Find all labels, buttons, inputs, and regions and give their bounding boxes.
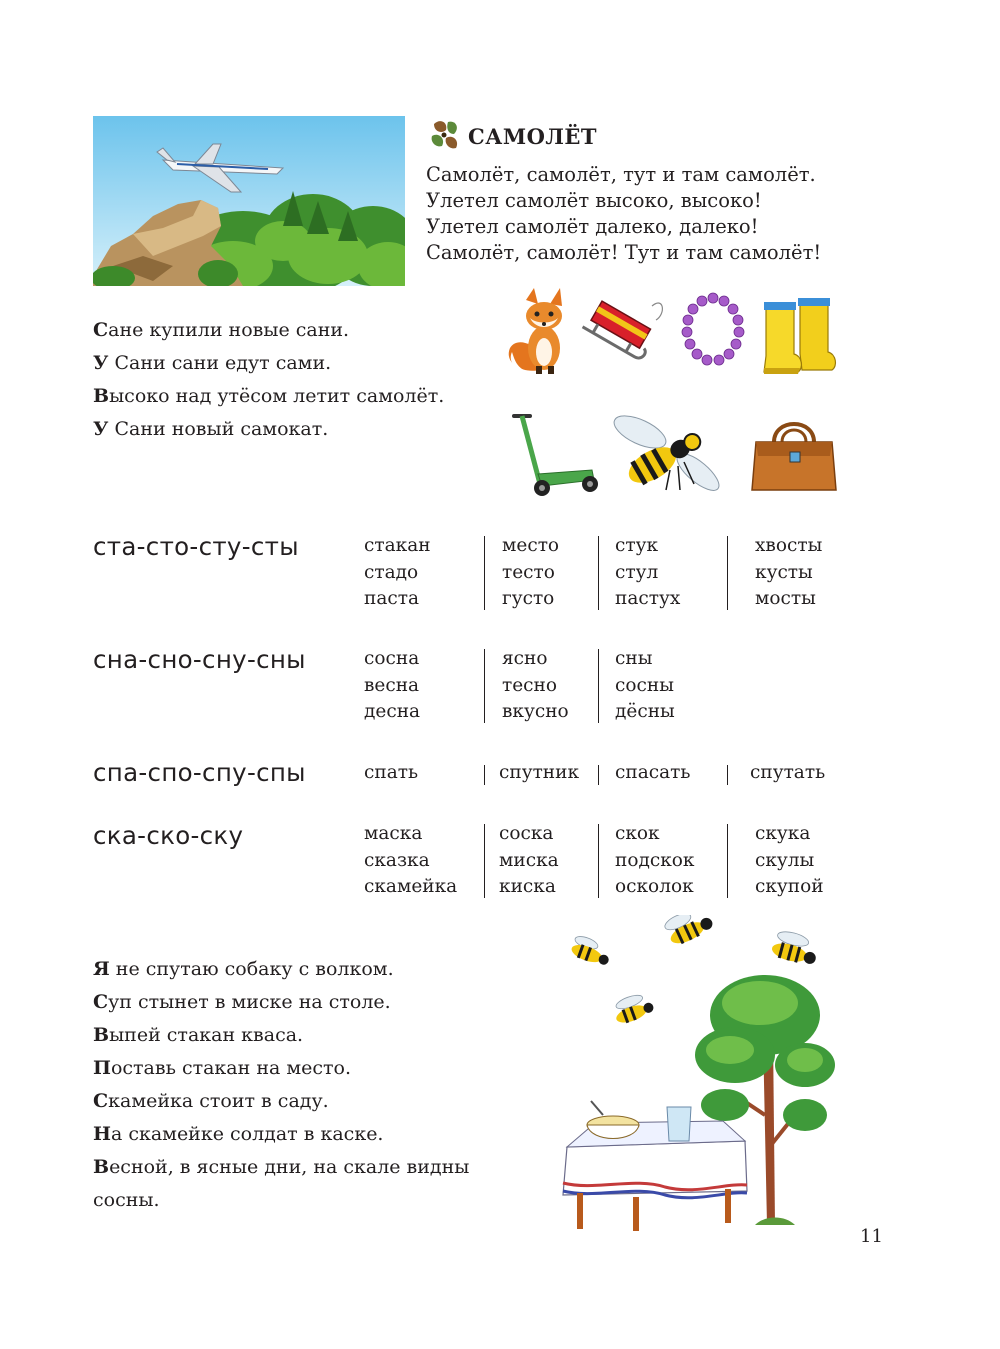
fox-illustration bbox=[500, 282, 576, 378]
wasp-icon bbox=[611, 990, 656, 1026]
word: стул bbox=[615, 561, 659, 583]
word: маска bbox=[364, 823, 423, 844]
poem-line: Улетел самолёт высоко, высоко! bbox=[426, 189, 762, 212]
sentence: На скамейке солдат в каске. bbox=[93, 1123, 384, 1145]
word-column bbox=[364, 821, 457, 901]
word: стук bbox=[615, 535, 659, 556]
sentences-bottom bbox=[93, 953, 469, 1217]
word: паста bbox=[364, 588, 419, 609]
rubber-boots-illustration bbox=[758, 294, 840, 376]
word: подскок bbox=[615, 849, 695, 871]
word: спутник bbox=[499, 762, 580, 783]
column-divider bbox=[727, 765, 728, 785]
sentence: Поставь стакан на место. bbox=[93, 1057, 352, 1079]
column-divider bbox=[598, 765, 599, 785]
word: кусты bbox=[755, 561, 813, 583]
sentence: Суп стынет в миске на столе. bbox=[93, 991, 391, 1013]
beads-illustration bbox=[678, 290, 748, 370]
word: скамейка bbox=[364, 876, 458, 897]
column-divider bbox=[484, 649, 485, 723]
word: густо bbox=[502, 588, 555, 609]
word-column bbox=[364, 646, 420, 726]
poem-line: Улетел самолёт далеко, далеко! bbox=[426, 215, 759, 238]
word: вкусно bbox=[502, 701, 569, 722]
word-column bbox=[502, 646, 569, 726]
poem-title: САМОЛЁТ bbox=[468, 124, 598, 149]
word: сосна bbox=[364, 648, 420, 669]
word: сказка bbox=[364, 849, 430, 871]
column-divider bbox=[484, 765, 485, 785]
word: скулы bbox=[755, 849, 815, 871]
sentence: Весной, в ясные дни, на скале видны bbox=[93, 1156, 470, 1178]
syllable-group-label: спа-спо-спу-спы bbox=[93, 758, 306, 787]
column-divider bbox=[598, 649, 599, 723]
sentence: У Сани новый самокат. bbox=[93, 418, 329, 440]
word: скука bbox=[755, 823, 811, 844]
column-divider bbox=[598, 536, 599, 610]
word: хвосты bbox=[755, 535, 823, 556]
scooter-illustration bbox=[508, 408, 604, 500]
poem-line: Самолёт, самолёт! Тут и там самолёт! bbox=[426, 241, 822, 264]
word: спать bbox=[364, 762, 419, 783]
word: спасать bbox=[615, 762, 691, 783]
word: стадо bbox=[364, 561, 419, 583]
syllable-group-label: сна-сно-сну-сны bbox=[93, 645, 306, 674]
sentence: Сане купили новые сани. bbox=[93, 319, 350, 341]
word: соска bbox=[499, 823, 554, 844]
handbag-illustration bbox=[748, 412, 840, 494]
sled-illustration bbox=[580, 290, 666, 372]
word: сны bbox=[615, 648, 653, 669]
column-divider bbox=[598, 824, 599, 898]
column-divider bbox=[484, 536, 485, 610]
sentence: Скамейка стоит в саду. bbox=[93, 1090, 329, 1112]
word: пастух bbox=[615, 588, 681, 609]
sentence: У Сани сани едут сами. bbox=[93, 352, 332, 374]
word: осколок bbox=[615, 876, 694, 897]
syllable-group-label: ска-ско-ску bbox=[93, 821, 244, 850]
word: сосны bbox=[615, 674, 674, 696]
sentence: Я не спутаю собаку с волком. bbox=[93, 958, 394, 980]
poem-line: Самолёт, самолёт, тут и там самолёт. bbox=[426, 163, 816, 186]
word: весна bbox=[364, 674, 420, 696]
word: стакан bbox=[364, 535, 431, 556]
word-column bbox=[364, 533, 431, 613]
sentence: сосны. bbox=[93, 1189, 160, 1211]
word: скок bbox=[615, 823, 660, 844]
airplane-mountain-illustration bbox=[93, 116, 405, 286]
wasp-icon bbox=[569, 934, 613, 968]
column-divider bbox=[484, 824, 485, 898]
wasp-illustration bbox=[610, 410, 726, 500]
column-divider bbox=[727, 824, 728, 898]
word: десна bbox=[364, 701, 421, 722]
wasps-table-tree-illustration bbox=[555, 915, 845, 1235]
word-column bbox=[499, 821, 559, 901]
column-divider bbox=[727, 536, 728, 610]
word-column bbox=[502, 533, 559, 613]
word-column bbox=[364, 760, 418, 787]
word-column bbox=[615, 533, 680, 613]
sentences-top bbox=[93, 314, 444, 446]
sentence: Выпей стакан кваса. bbox=[93, 1024, 304, 1046]
wasp-icon bbox=[663, 915, 716, 948]
word: скупой bbox=[755, 876, 824, 897]
word: мосты bbox=[755, 588, 816, 609]
word: ясно bbox=[502, 648, 548, 669]
word: миска bbox=[499, 849, 559, 871]
page-number: 11 bbox=[860, 1226, 883, 1247]
word-column bbox=[615, 760, 690, 787]
word: спутать bbox=[750, 762, 826, 783]
poem-text bbox=[426, 162, 821, 266]
wasp-icon bbox=[770, 929, 821, 968]
word-column bbox=[615, 821, 694, 901]
word: киска bbox=[499, 876, 556, 897]
syllable-group-label: ста-сто-сту-сты bbox=[93, 532, 299, 561]
word: тесто bbox=[502, 561, 555, 583]
word-column bbox=[615, 646, 675, 726]
word-column bbox=[750, 760, 825, 787]
word: место bbox=[502, 535, 560, 556]
word: дёсны bbox=[615, 701, 675, 722]
leaf-icon bbox=[426, 118, 462, 152]
sentence: Высоко над утёсом летит самолёт. bbox=[93, 385, 445, 407]
word-column bbox=[755, 533, 822, 613]
word-column bbox=[755, 821, 824, 901]
word: тесно bbox=[502, 674, 558, 696]
word-column bbox=[499, 760, 579, 787]
